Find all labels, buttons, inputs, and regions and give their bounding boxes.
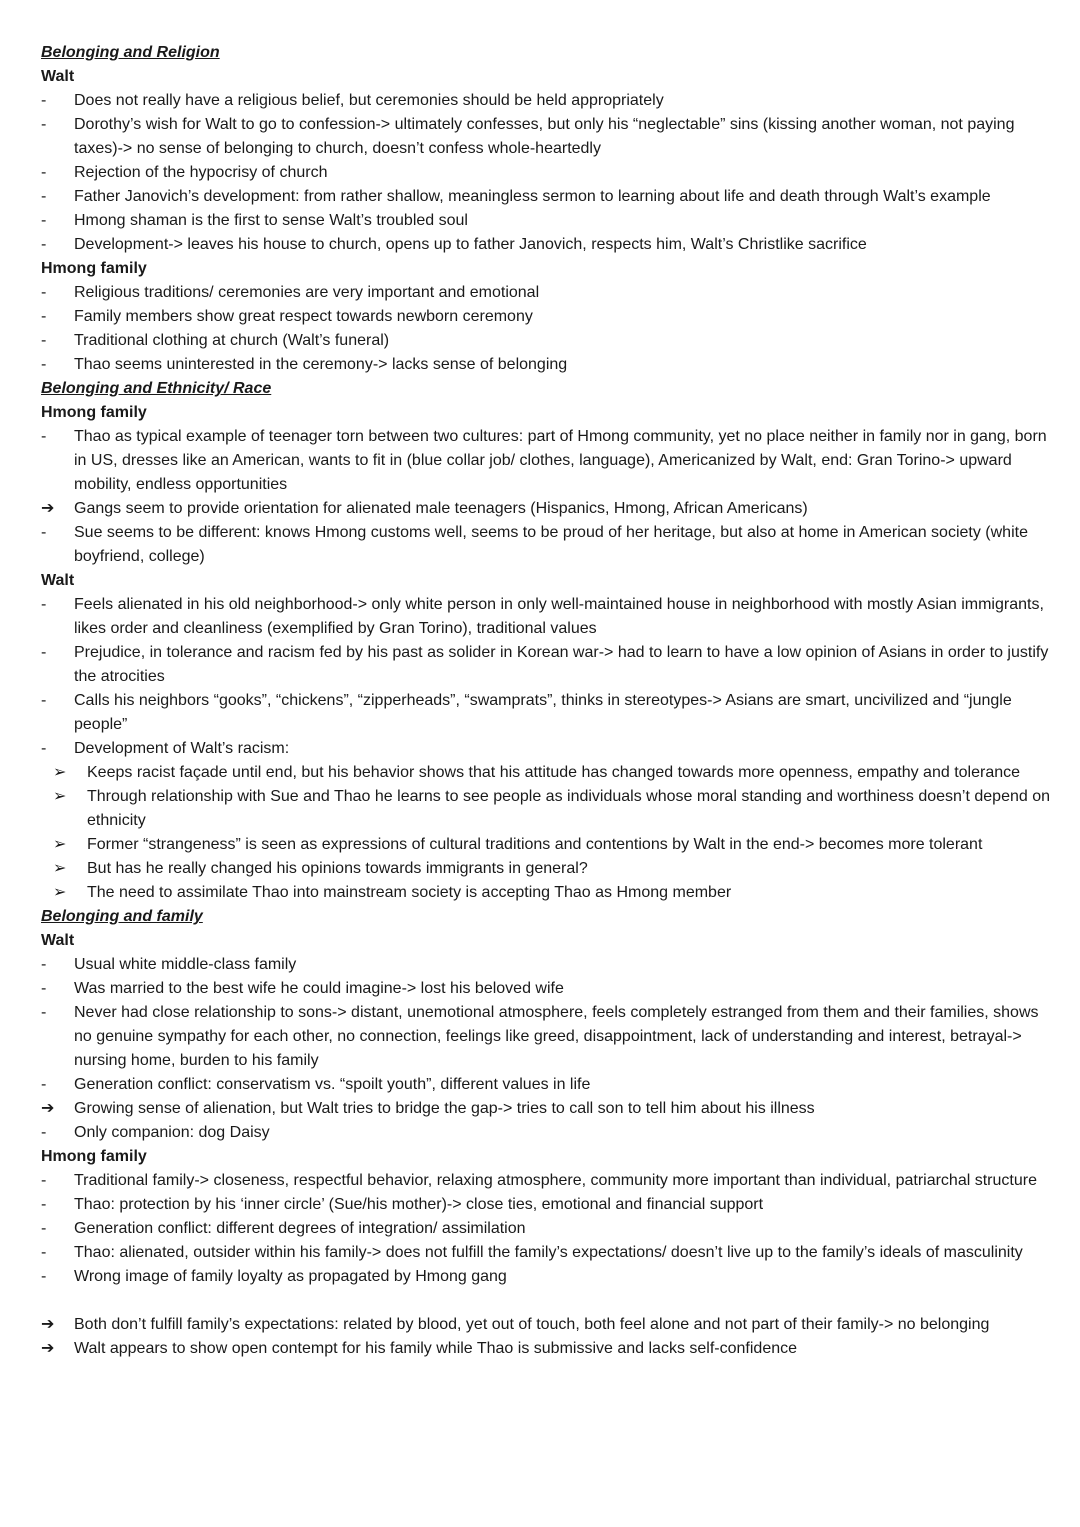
chevron-bullet-icon: ➢ (53, 836, 67, 853)
list-item-text: Thao as typical example of teenager torn between two cultures: part of Hmong community, yet no place neither in family nor in gang, born in US, dresses like an American, wants to fit in (blue collar job/ clothes, language), Americanized by Walt, end: Gran Torino-> upward mobility, endless opportunities (74, 428, 1047, 493)
list-item (41, 1313, 1050, 1337)
list-item (41, 1169, 1050, 1193)
dash-bullet-icon: - (41, 116, 47, 133)
dash-bullet-icon: - (41, 596, 47, 613)
list-item (41, 425, 1050, 497)
list-item-text: Keeps racist façade until end, but his behavior shows that his attitude has changed towards more openness, empathy and tolerance (87, 764, 1021, 781)
list-item-text: Wrong image of family loyalty as propagated by Hmong gang (74, 1268, 507, 1285)
list-item-text: Father Janovich’s development: from rather shallow, meaningless sermon to learning about life and death through Walt’s example (74, 188, 991, 205)
section (41, 905, 1050, 1289)
group-heading: Hmong family (41, 404, 147, 421)
dash-bullet-icon: - (41, 332, 47, 349)
list-item-text: Does not really have a religious belief, but ceremonies should be held appropriately (74, 92, 664, 109)
list-item (41, 1073, 1050, 1097)
list-item-text: Former “strangeness” is seen as expressions of cultural traditions and contentions by Walt in the end-> becomes more tolerant (87, 836, 983, 853)
list-item (41, 953, 1050, 977)
list-item (41, 353, 1050, 377)
dash-bullet-icon: - (41, 92, 47, 109)
section (41, 41, 1050, 377)
dash-bullet-icon: - (41, 1244, 47, 1261)
list-item (41, 857, 1050, 881)
list-item (41, 89, 1050, 113)
list-item (41, 113, 1050, 161)
dash-bullet-icon: - (41, 524, 47, 541)
dash-bullet-icon: - (41, 644, 47, 661)
list-item (41, 1097, 1050, 1121)
list-item-text: Thao: alienated, outsider within his family-> does not fulfill the family’s expectations/ doesn’t live up to the family’s ideals of masculinity (74, 1244, 1023, 1261)
list-item (41, 329, 1050, 353)
list-item (41, 1337, 1050, 1361)
dash-bullet-icon: - (41, 1268, 47, 1285)
list-item (41, 785, 1050, 833)
section-title: Belonging and family (41, 908, 203, 925)
list-item (41, 1001, 1050, 1073)
dash-bullet-icon: - (41, 164, 47, 181)
dash-bullet-icon: - (41, 428, 47, 445)
list-item-text: Development of Walt’s racism: (74, 740, 290, 757)
list-item-text: Calls his neighbors “gooks”, “chickens”, “zipperheads”, “swamprats”, thinks in stereotypes-> Asians are smart, uncivilized and “jungle people” (74, 692, 1012, 733)
chevron-bullet-icon: ➢ (53, 860, 67, 877)
chevron-bullet-icon: ➢ (53, 788, 67, 805)
list-item-text: The need to assimilate Thao into mainstream society is accepting Thao as Hmong member (87, 884, 732, 901)
dash-bullet-icon: - (41, 212, 47, 229)
list-item-text: Family members show great respect towards newborn ceremony (74, 308, 533, 325)
list-item-text: Growing sense of alienation, but Walt tries to bridge the gap-> tries to call son to tell him about his illness (74, 1100, 815, 1117)
list-item (41, 1121, 1050, 1145)
dash-bullet-icon: - (41, 980, 47, 997)
group-heading: Walt (41, 68, 75, 85)
section (41, 377, 1050, 905)
list-item (41, 641, 1050, 689)
list-item (41, 1193, 1050, 1217)
list-item-text: Only companion: dog Daisy (74, 1124, 270, 1141)
dash-bullet-icon: - (41, 284, 47, 301)
list-item-text: Both don’t fulfill family’s expectations: related by blood, yet out of touch, both feel alone and not part of their family-> no belonging (74, 1316, 990, 1333)
list-item-text: Prejudice, in tolerance and racism fed by his past as solider in Korean war-> had to learn to have a low opinion of Asians in order to justify the atrocities (74, 644, 1049, 685)
list-item-text: Generation conflict: different degrees of integration/ assimilation (74, 1220, 526, 1237)
list-item-text: Walt appears to show open contempt for his family while Thao is submissive and lacks self-confidence (74, 1340, 798, 1357)
list-item (41, 161, 1050, 185)
conclusion-list (41, 1313, 1050, 1361)
chevron-bullet-icon: ➢ (53, 764, 67, 781)
group-heading: Walt (41, 932, 75, 949)
list-item (41, 497, 1050, 521)
dash-bullet-icon: - (41, 308, 47, 325)
list-item (41, 185, 1050, 209)
dash-bullet-icon: - (41, 1124, 47, 1141)
list-item-text: Was married to the best wife he could imagine-> lost his beloved wife (74, 980, 564, 997)
dash-bullet-icon: - (41, 1004, 47, 1021)
list-item (41, 1241, 1050, 1265)
list-item (41, 521, 1050, 569)
section-title: Belonging and Religion (41, 44, 220, 61)
arrow-bullet-icon: ➔ (41, 1340, 55, 1357)
dash-bullet-icon: - (41, 1220, 47, 1237)
dash-bullet-icon: - (41, 236, 47, 253)
list-item-text: Through relationship with Sue and Thao he learns to see people as individuals whose moral standing and worthiness doesn’t depend on ethnicity (87, 788, 1050, 829)
list-item (41, 1265, 1050, 1289)
list-item-text: Religious traditions/ ceremonies are very important and emotional (74, 284, 540, 301)
dash-bullet-icon: - (41, 1076, 47, 1093)
group-heading: Hmong family (41, 1148, 147, 1165)
list-item-text: Hmong shaman is the first to sense Walt’s troubled soul (74, 212, 468, 229)
list-item (41, 833, 1050, 857)
list-item (41, 209, 1050, 233)
list-item-text: Feels alienated in his old neighborhood-> only white person in only well-maintained house in neighborhood with mostly Asian immigrants, likes order and cleanliness (exemplified by Gran Torino), traditional values (74, 596, 1044, 637)
list-item-text: Sue seems to be different: knows Hmong customs well, seems to be proud of her heritage, but also at home in American society (white boyfriend, college) (74, 524, 1028, 565)
list-item-text: But has he really changed his opinions towards immigrants in general? (87, 860, 588, 877)
dash-bullet-icon: - (41, 956, 47, 973)
list-item (41, 737, 1050, 761)
list-item-text: Gangs seem to provide orientation for alienated male teenagers (Hispanics, Hmong, African Americans) (74, 500, 808, 517)
list-item-text: Usual white middle-class family (74, 956, 297, 973)
group-heading: Walt (41, 572, 75, 589)
list-item-text: Generation conflict: conservatism vs. “spoilt youth”, different values in life (74, 1076, 591, 1093)
dash-bullet-icon: - (41, 692, 47, 709)
list-item-text: Thao: protection by his ‘inner circle’ (Sue/his mother)-> close ties, emotional and financial support (74, 1196, 764, 1213)
dash-bullet-icon: - (41, 356, 47, 373)
list-item (41, 761, 1050, 785)
list-item-text: Traditional family-> closeness, respectful behavior, relaxing atmosphere, community more important than individual, patriarchal structure (74, 1172, 1037, 1189)
list-item (41, 881, 1050, 905)
list-item-text: Thao seems uninterested in the ceremony-> lacks sense of belonging (74, 356, 568, 373)
dash-bullet-icon: - (41, 1196, 47, 1213)
list-item-text: Development-> leaves his house to church, opens up to father Janovich, respects him, Walt’s Christlike sacrifice (74, 236, 867, 253)
arrow-bullet-icon: ➔ (41, 500, 55, 517)
list-item (41, 233, 1050, 257)
chevron-bullet-icon: ➢ (53, 884, 67, 901)
list-item (41, 1217, 1050, 1241)
list-item-text: Dorothy’s wish for Walt to go to confession-> ultimately confesses, but only his “neglectable” sins (kissing another woman, not paying taxes)-> no sense of belonging to church, doesn’t confess whole-heartedly (74, 116, 1015, 157)
dash-bullet-icon: - (41, 740, 47, 757)
group-heading: Hmong family (41, 260, 147, 277)
arrow-bullet-icon: ➔ (41, 1100, 55, 1117)
list-item-text: Traditional clothing at church (Walt’s funeral) (74, 332, 390, 349)
list-item-text: Rejection of the hypocrisy of church (74, 164, 328, 181)
list-item (41, 281, 1050, 305)
dash-bullet-icon: - (41, 188, 47, 205)
list-item (41, 593, 1050, 641)
list-item (41, 689, 1050, 737)
list-item (41, 977, 1050, 1001)
section-title: Belonging and Ethnicity/ Race (41, 380, 272, 397)
arrow-bullet-icon: ➔ (41, 1316, 55, 1333)
spacer (41, 1289, 1050, 1313)
list-item-text: Never had close relationship to sons-> distant, unemotional atmosphere, feels completely estranged from them and their families, shows no genuine sympathy for each other, no connection, feelings like greed, disappointment, lack of understanding and interest, betrayal-> nursing home, burden to his family (74, 1004, 1039, 1069)
list-item (41, 305, 1050, 329)
dash-bullet-icon: - (41, 1172, 47, 1189)
